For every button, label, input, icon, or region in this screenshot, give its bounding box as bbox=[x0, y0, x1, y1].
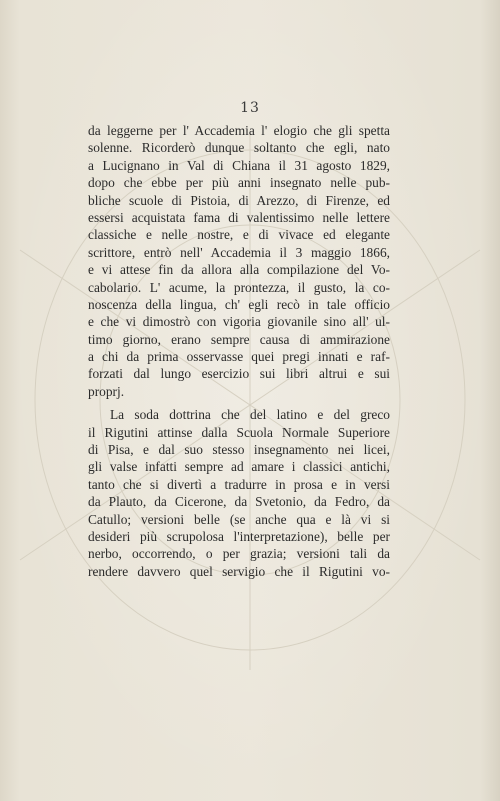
paragraph-2 bbox=[88, 406, 390, 580]
text-line: tanto che si divertì a tradurre in prosa e in versi bbox=[88, 476, 390, 492]
text-line: classiche e nelle nostre, e di vivace ed elegante bbox=[88, 227, 390, 243]
text-line: forzati dal lungo esercizio sui libri altrui e sui bbox=[88, 366, 390, 382]
text-line: e vi attese fin da allora alla compilazione del Vo- bbox=[88, 262, 390, 278]
text-line: Catullo; versioni belle (se anche qua e là vi si bbox=[88, 511, 390, 527]
text-line: a chi da prima osservasse quei pregi innati e raf- bbox=[88, 349, 390, 365]
text-line: timo giorno, erano sempre causa di ammirazione bbox=[88, 331, 390, 347]
text-line: da Plauto, da Cicerone, da Svetonio, da Fedro, da bbox=[88, 494, 390, 510]
body-text bbox=[88, 122, 390, 580]
text-line: di Pisa, e dal suo stesso insegnamento nei licei, bbox=[88, 442, 390, 458]
text-line: desideri più scrupolosa l'interpretazione), belle per bbox=[88, 528, 390, 544]
text-line: solenne. Ricorderò dunque soltanto che egli, nato bbox=[88, 140, 390, 156]
text-line: a Lucignano in Val di Chiana il 31 agosto 1829, bbox=[88, 157, 390, 173]
text-line: noscenza della lingua, ch' egli recò in tale officio bbox=[88, 296, 390, 312]
text-line: e che vi dimostrò con vigoria giovanile sino all' ul- bbox=[88, 314, 390, 330]
text-line: bliche scuole di Pistoia, di Arezzo, di Firenze, ed bbox=[88, 192, 390, 208]
text-line: gli valse infatti sempre ad amare i classici antichi, bbox=[88, 459, 390, 475]
page-number: 13 bbox=[240, 100, 260, 116]
paragraph-1 bbox=[88, 122, 390, 400]
text-line: La soda dottrina che del latino e del greco bbox=[110, 407, 390, 423]
text-line: scrittore, entrò nell' Accademia il 3 maggio 1866, bbox=[88, 244, 390, 260]
text-line: nerbo, occorrendo, o per grazia; versioni tali da bbox=[88, 546, 390, 562]
text-line: il Rigutini attinse dalla Scuola Normale Superiore bbox=[88, 424, 390, 440]
text-line: proprj. bbox=[88, 383, 125, 399]
text-line: essersi acquistata fama di valentissimo nelle lettere bbox=[88, 209, 390, 225]
text-line: cabolario. L' acume, la prontezza, il gusto, la co- bbox=[88, 279, 390, 295]
text-line: da leggerne per l' Accademia l' elogio che gli spetta bbox=[88, 123, 390, 138]
text-line: rendere davvero quel servigio che il Rigutini vo- bbox=[88, 563, 390, 579]
text-line: dopo che ebbe per più anni insegnato nelle pub- bbox=[88, 175, 390, 191]
